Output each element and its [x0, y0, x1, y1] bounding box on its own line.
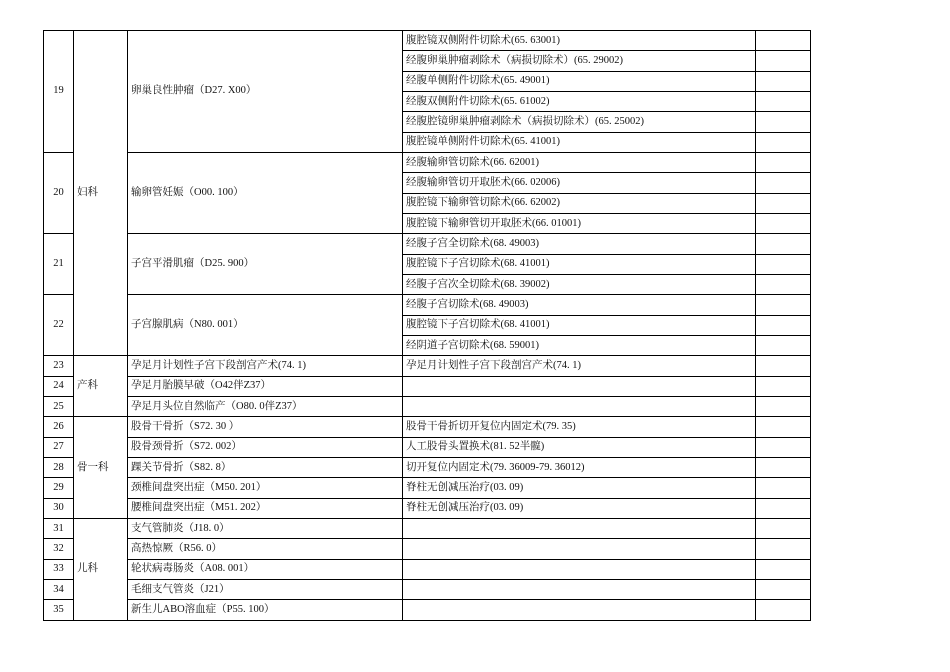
department-cell: 妇科: [74, 31, 128, 356]
department-cell: 骨一科: [74, 417, 128, 519]
blank-cell: [756, 417, 811, 437]
row-number-cell: 28: [44, 457, 74, 477]
blank-cell: [756, 478, 811, 498]
blank-cell: [756, 335, 811, 355]
blank-cell: [756, 173, 811, 193]
procedure-cell: 股骨干骨折切开复位内固定术(79. 35): [403, 417, 756, 437]
blank-cell: [756, 498, 811, 518]
diagnosis-cell: 股骨干骨折（S72. 30 ）: [128, 417, 403, 437]
procedure-cell: 脊柱无创减压治疗(03. 09): [403, 478, 756, 498]
table-row: [44, 539, 811, 559]
diagnosis-cell: 子宫腺肌病（N80. 001）: [128, 295, 403, 356]
row-number-cell: 21: [44, 234, 74, 295]
table-row: [44, 234, 811, 254]
procedure-cell: 腹腔镜下输卵管切开取胚术(66. 01001): [403, 213, 756, 233]
procedure-cell: 经腹输卵管切开取胚术(66. 02006): [403, 173, 756, 193]
procedure-cell: 经腹子宫次全切除术(68. 39002): [403, 274, 756, 294]
department-cell: 产科: [74, 356, 128, 417]
procedure-cell: 腹腔镜单侧附件切除术(65. 41001): [403, 132, 756, 152]
table-row: [44, 518, 811, 538]
table-row: [44, 437, 811, 457]
procedure-cell: 经腹单侧附件切除术(65. 49001): [403, 71, 756, 91]
table-row: [44, 295, 811, 315]
blank-cell: [756, 600, 811, 620]
blank-cell: [756, 539, 811, 559]
diagnosis-cell: 颈椎间盘突出症（M50. 201）: [128, 478, 403, 498]
procedure-cell: [403, 539, 756, 559]
blank-cell: [756, 112, 811, 132]
row-number-cell: 24: [44, 376, 74, 396]
table-row: [44, 396, 811, 416]
table-row: [44, 152, 811, 172]
blank-cell: [756, 254, 811, 274]
blank-cell: [756, 457, 811, 477]
row-number-cell: 30: [44, 498, 74, 518]
procedure-cell: [403, 376, 756, 396]
procedure-cell: 经腹腔镜卵巢肿瘤剥除术（病损切除术）(65. 25002): [403, 112, 756, 132]
table-row: [44, 600, 811, 620]
row-number-cell: 32: [44, 539, 74, 559]
row-number-cell: 33: [44, 559, 74, 579]
procedure-cell: [403, 579, 756, 599]
table-row: [44, 498, 811, 518]
procedure-cell: 经阴道子宫切除术(68. 59001): [403, 335, 756, 355]
diagnosis-cell: 毛细支气管炎（J21）: [128, 579, 403, 599]
procedure-cell: 腹腔镜下子宫切除术(68. 41001): [403, 315, 756, 335]
table-row: [44, 31, 811, 51]
blank-cell: [756, 152, 811, 172]
procedure-cell: 脊柱无创减压治疗(03. 09): [403, 498, 756, 518]
procedure-cell: 孕足月计划性子宫下段剖宫产术(74. 1): [403, 356, 756, 376]
procedure-cell: [403, 559, 756, 579]
procedure-cell: 腹腔镜下子宫切除术(68. 41001): [403, 254, 756, 274]
blank-cell: [756, 132, 811, 152]
blank-cell: [756, 295, 811, 315]
procedure-cell: 经腹子宫全切除术(68. 49003): [403, 234, 756, 254]
table-row: [44, 478, 811, 498]
procedure-cell: 人工股骨头置换术(81. 52半髋): [403, 437, 756, 457]
diagnosis-cell: 输卵管妊娠（O00. 100）: [128, 152, 403, 233]
blank-cell: [756, 315, 811, 335]
row-number-cell: 35: [44, 600, 74, 620]
row-number-cell: 25: [44, 396, 74, 416]
diagnosis-cell: 高热惊厥（R56. 0）: [128, 539, 403, 559]
procedure-cell: 经腹输卵管切除术(66. 62001): [403, 152, 756, 172]
diagnosis-cell: 孕足月头位自然临产（O80. 0伴Z37）: [128, 396, 403, 416]
row-number-cell: 29: [44, 478, 74, 498]
blank-cell: [756, 193, 811, 213]
blank-cell: [756, 234, 811, 254]
row-number-cell: 20: [44, 152, 74, 233]
blank-cell: [756, 213, 811, 233]
department-cell: 儿科: [74, 518, 128, 620]
procedure-cell: [403, 600, 756, 620]
procedure-cell: [403, 518, 756, 538]
blank-cell: [756, 356, 811, 376]
blank-cell: [756, 559, 811, 579]
diagnosis-cell: 子宫平滑肌瘤（D25. 900）: [128, 234, 403, 295]
row-number-cell: 27: [44, 437, 74, 457]
procedure-cell: 经腹卵巢肿瘤剥除术（病损切除术）(65. 29002): [403, 51, 756, 71]
diagnosis-cell: 轮状病毒肠炎（A08. 001）: [128, 559, 403, 579]
diagnosis-cell: 支气管肺炎（J18. 0）: [128, 518, 403, 538]
blank-cell: [756, 91, 811, 111]
procedure-cell: 腹腔镜双侧附件切除术(65. 63001): [403, 31, 756, 51]
procedure-cell: 经腹双侧附件切除术(65. 61002): [403, 91, 756, 111]
diagnosis-cell: 孕足月胎膜早破（O42伴Z37）: [128, 376, 403, 396]
diagnosis-cell: 腰椎间盘突出症（M51. 202）: [128, 498, 403, 518]
table-row: [44, 579, 811, 599]
table-row: [44, 356, 811, 376]
table-row: [44, 559, 811, 579]
table-row: [44, 376, 811, 396]
blank-cell: [756, 396, 811, 416]
blank-cell: [756, 376, 811, 396]
blank-cell: [756, 274, 811, 294]
blank-cell: [756, 51, 811, 71]
row-number-cell: 19: [44, 31, 74, 153]
diagnosis-cell: 卵巢良性肿瘤（D27. X00）: [128, 31, 403, 153]
row-number-cell: 26: [44, 417, 74, 437]
diagnosis-cell: 孕足月计划性子宫下段剖宫产术(74. 1): [128, 356, 403, 376]
procedure-cell: [403, 396, 756, 416]
diagnosis-cell: 股骨颈骨折（S72. 002）: [128, 437, 403, 457]
diagnosis-cell: 新生儿ABO溶血症（P55. 100）: [128, 600, 403, 620]
blank-cell: [756, 518, 811, 538]
row-number-cell: 34: [44, 579, 74, 599]
table-row: [44, 417, 811, 437]
blank-cell: [756, 71, 811, 91]
row-number-cell: 31: [44, 518, 74, 538]
blank-cell: [756, 437, 811, 457]
diagnosis-cell: 踝关节骨折（S82. 8）: [128, 457, 403, 477]
blank-cell: [756, 31, 811, 51]
procedure-cell: 切开复位内固定术(79. 36009-79. 36012): [403, 457, 756, 477]
table-row: [44, 457, 811, 477]
row-number-cell: 23: [44, 356, 74, 376]
procedure-cell: 腹腔镜下输卵管切除术(66. 62002): [403, 193, 756, 213]
procedure-cell: 经腹子宫切除术(68. 49003): [403, 295, 756, 315]
diagnosis-procedure-table: [43, 30, 811, 621]
blank-cell: [756, 579, 811, 599]
row-number-cell: 22: [44, 295, 74, 356]
